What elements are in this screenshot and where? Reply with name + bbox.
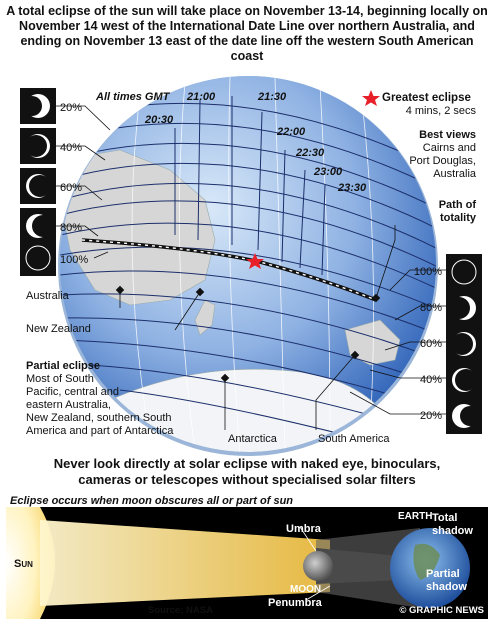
- right-phase-icons: [446, 254, 482, 434]
- left-percent-60: 60%: [60, 182, 83, 194]
- partial-line-4: New Zealand, southern South: [26, 412, 172, 424]
- greatest-eclipse-value: 4 mins, 2 secs: [405, 105, 476, 117]
- best-views-line-2: Port Douglas,: [409, 155, 476, 167]
- partial-line-1: Most of South: [26, 373, 94, 385]
- eclipse-diagram: [6, 493, 488, 619]
- phase-icon-r40: [446, 362, 482, 398]
- right-percent-100: 100%: [413, 266, 442, 278]
- right-percent-60: 60%: [419, 338, 442, 350]
- partial-line-2: Pacific, central and: [26, 386, 119, 398]
- right-percent-20: 20%: [419, 410, 442, 422]
- moon-globe: [303, 551, 333, 581]
- diagram-caption: Eclipse occurs when moon obscures all or part of sun: [10, 495, 294, 507]
- phase-icon-40: [20, 128, 56, 164]
- total-shadow-line-2: shadow: [432, 525, 473, 537]
- left-percent-40: 40%: [60, 142, 83, 154]
- left-percent-20: 20%: [60, 102, 83, 114]
- path-title-line-2: totality: [439, 212, 476, 224]
- partial-title: Partial eclipse: [26, 360, 100, 372]
- place-new-zealand: New Zealand: [26, 323, 91, 335]
- best-views-title: Best views: [419, 129, 476, 141]
- place-south-america: South America: [318, 433, 390, 445]
- path-title-line-1: Path of: [438, 199, 476, 211]
- warning-line-1: Never look directly at solar eclipse with naked eye, binoculars,: [53, 456, 441, 471]
- globe: [58, 76, 440, 460]
- partial-shadow-line-2: shadow: [426, 581, 467, 593]
- total-shadow-line-1: Total: [432, 512, 458, 524]
- time-2100: 21:00: [187, 91, 216, 103]
- phase-icon-r60: [446, 326, 482, 362]
- partial-line-5: America and part of Antarctica: [26, 425, 174, 437]
- left-phase-icons: [20, 88, 56, 276]
- greatest-legend-star: [362, 90, 380, 106]
- phase-icon-100: [20, 240, 56, 276]
- source-label: Source: NASA: [148, 605, 213, 616]
- sun-label: Sun: [14, 558, 33, 570]
- time-2130: 21:30: [258, 91, 287, 103]
- place-antarctica: Antarctica: [228, 433, 277, 445]
- phase-icon-r100: [446, 254, 482, 290]
- place-australia: Australia: [26, 290, 69, 302]
- right-percent-80: 80%: [419, 302, 442, 314]
- umbra-label: Umbra: [286, 523, 321, 535]
- header-text: A total eclipse of the sun will take place on November 13-14, beginning locally on November 14 west of the International Date Line over northern Australia, and ending on November 13 east of the date line off the western South American coast: [6, 4, 488, 63]
- time-2300: 23:00: [314, 166, 343, 178]
- phase-icon-60: [20, 168, 56, 204]
- best-views-line-1: Cairns and: [422, 142, 476, 154]
- phase-icon-r80: [446, 290, 482, 326]
- phase-icon-80: [20, 208, 56, 244]
- partial-line-3: eastern Australia,: [26, 399, 111, 411]
- right-percent-40: 40%: [419, 374, 442, 386]
- moon-label: MOON: [290, 584, 322, 595]
- penumbra-label: Penumbra: [268, 597, 322, 609]
- time-2230: 22:30: [296, 147, 325, 159]
- safety-warning: [6, 456, 488, 488]
- earth-label: EARTH: [398, 511, 433, 522]
- credit-label: © GRAPHIC NEWS: [399, 605, 484, 616]
- left-percent-80: 80%: [60, 222, 83, 234]
- time-2030: 20:30: [145, 114, 174, 126]
- warning-line-2: cameras or telescopes without specialised solar filters: [78, 472, 416, 487]
- time-2200: 22:00: [277, 126, 306, 138]
- time-2330: 23:30: [338, 182, 367, 194]
- phase-icon-r20: [446, 398, 482, 434]
- best-views-line-3: Australia: [433, 168, 476, 180]
- phase-icon-20: [20, 88, 56, 124]
- times-label: All times GMT: [96, 91, 170, 103]
- left-percent-100: 100%: [60, 254, 89, 266]
- partial-shadow-line-1: Partial: [426, 568, 460, 580]
- greatest-eclipse-title: Greatest eclipse: [382, 92, 471, 104]
